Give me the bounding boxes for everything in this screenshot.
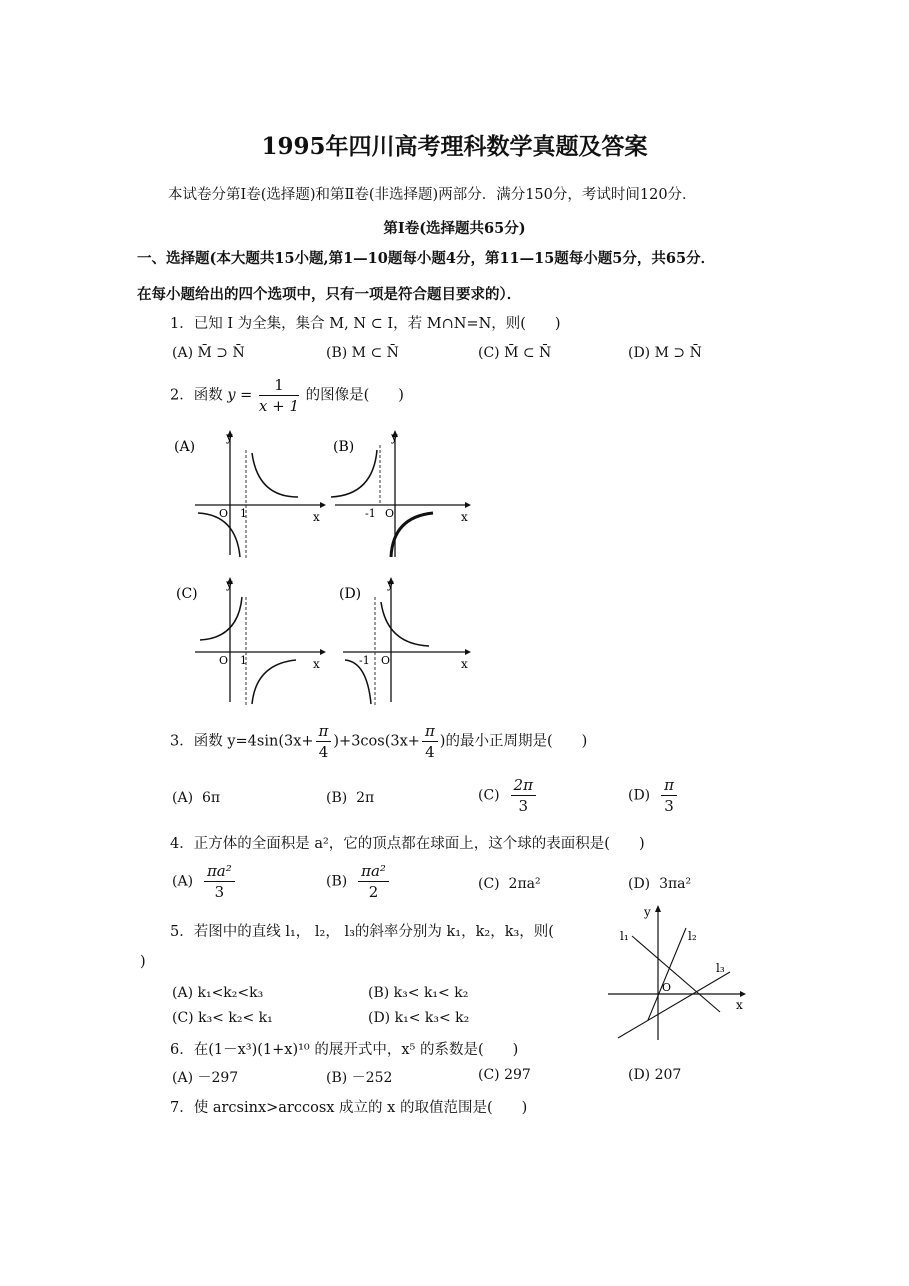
graph-b-curve-lower (391, 513, 433, 557)
graph-d-x-label: x (461, 657, 468, 671)
question-4-option-a-num (204, 862, 235, 882)
q5-x-arrow (740, 991, 746, 997)
graph-c-origin: O (219, 654, 229, 667)
question-6-option-d: (D) 207 (628, 1067, 682, 1083)
graph-b-label: (B) (333, 439, 355, 455)
question-3-option-c-num (511, 776, 536, 796)
q5-line-l3 (618, 972, 730, 1038)
question-5-text-wrap: ) (140, 954, 146, 970)
graph-d-origin: O (381, 654, 391, 667)
question-6-option-b: (B) －252 (326, 1070, 393, 1086)
graph-b (325, 425, 485, 563)
question-4-option-b-num (358, 862, 389, 882)
q5-y-label: y (644, 905, 651, 919)
graph-c-tick: 1 (240, 654, 247, 667)
question-3-option-c-label: (C) (478, 787, 500, 804)
graph-a-label: (A) (174, 439, 196, 455)
question-3-option-a (172, 790, 220, 806)
page-title: 1995年四川高考理科数学真题及答案 (261, 133, 648, 160)
question-3-fraction-2-den: 4 (425, 743, 435, 761)
question-6-text: 6．在(1－x³)(1+x)¹⁰ 的展开式中，x⁵ 的系数是( ) (170, 1042, 519, 1058)
question-3-fraction-2-num (422, 722, 438, 742)
graph-c-curve-lower (252, 660, 296, 704)
question-4-text: 4．正方体的全面积是 a²，它的顶点都在球面上，这个球的表面积是( ) (170, 836, 645, 852)
question-4-option-b-num-text: πa² (361, 862, 386, 880)
question-3-suffix: )的最小正周期是( ) (439, 733, 588, 750)
question-3-option-d-label: (D) (628, 787, 651, 804)
question-3-fraction-1 (316, 722, 332, 761)
graph-d-label: (D) (339, 586, 362, 602)
question-3-option-d-den: 3 (664, 797, 674, 815)
question-4-option-b (326, 862, 391, 901)
question-4-option-a-den: 3 (214, 883, 225, 901)
question-1-text: 1．已知 I 为全集，集合 M, N ⊂ I，若 M∩N=N，则( ) (170, 316, 561, 332)
question-5-option-a: (A) k₁<k₂<k₃ (172, 985, 264, 1001)
question-4-option-b-den: 2 (368, 883, 379, 901)
question-4-option-a-fraction (204, 862, 235, 901)
question-2-suffix: 的图像是( ) (305, 387, 404, 404)
graph-b-y-label: y (391, 430, 398, 444)
question-3-option-c (478, 776, 538, 815)
exam-intro: 本试卷分第Ⅰ卷(选择题)和第Ⅱ卷(非选择题)两部分．满分150分，考试时间120分． (168, 187, 697, 203)
part-one-heading: 第Ⅰ卷(选择题共65分) (383, 220, 526, 237)
question-4-option-c-label: (C) (478, 876, 500, 892)
question-4-option-d-value: 3πa² (659, 876, 692, 892)
question-5-text: 5．若图中的直线 l₁， l₂， l₃的斜率分别为 k₁，k₂，k₃，则( (170, 924, 554, 940)
question-1-option-c: (C) M̄ ⊂ N̄ (478, 345, 552, 361)
question-2-prefix: 2．函数 (170, 387, 223, 404)
graph-d-x-arrow (465, 649, 471, 655)
question-3-option-d-num (661, 776, 677, 796)
q5-line-l1 (632, 936, 720, 1012)
graph-a-tick: 1 (240, 507, 247, 520)
graph-b-curve-upper (331, 450, 377, 497)
question-3-text (170, 722, 587, 761)
graph-c-y-label: y (226, 577, 233, 591)
question-4-option-d-label: (D) (628, 876, 651, 892)
graph-a-origin: O (219, 507, 229, 520)
question-2-fraction (259, 376, 299, 415)
q5-label-l1: l₁ (620, 929, 629, 943)
question-4-option-d (628, 876, 691, 892)
graph-d-curve-upper (381, 602, 429, 646)
question-3-fraction-1-den: 4 (318, 743, 329, 761)
question-1-option-b: (B) M ⊂ N̄ (326, 345, 399, 361)
question-6-option-a: (A) －297 (172, 1070, 239, 1086)
question-3-option-b-label: (B) (326, 790, 348, 806)
question-3-option-a-value: 6π (201, 790, 221, 806)
question-3-option-d-num-text: π (664, 776, 674, 794)
question-4-option-a-label: (A) (172, 873, 194, 890)
q5-y-arrow (655, 905, 661, 912)
graph-a-x-label: x (313, 510, 320, 524)
question-3-mid: )+3cos(3x+ (333, 733, 420, 750)
section-heading-line1: 一、选择题(本大题共15小题,第1—10题每小题4分，第11—15题每小题5分，共65分． (137, 250, 716, 267)
question-4-option-c-value: 2πa² (508, 876, 541, 892)
question-3-pi-2: π (424, 722, 435, 740)
question-3-option-b (326, 790, 374, 806)
graph-a (170, 425, 330, 563)
question-7-text: 7．使 arcsinx>arccosx 成立的 x 的取值范围是( ) (170, 1100, 528, 1116)
question-4-option-a-num-text: πa² (206, 862, 232, 880)
question-5-option-d: (D) k₁< k₃< k₂ (368, 1010, 470, 1026)
question-1-option-a: (A) M̄ ⊃ N̄ (172, 345, 245, 361)
question-2-denominator-text: x + 1 (258, 397, 300, 415)
question-2-text (170, 376, 404, 415)
q5-label-l2: l₂ (688, 929, 697, 943)
graph-c (170, 572, 330, 710)
graph-b-origin: O (385, 507, 395, 520)
graph-b-x-arrow (465, 502, 471, 508)
question-3-option-c-fraction (511, 776, 536, 815)
graph-b-x-label: x (461, 510, 468, 524)
question-3-option-a-label: (A) (172, 790, 194, 806)
graph-c-label: (C) (176, 586, 198, 602)
graph-c-x-label: x (313, 657, 320, 671)
q5-origin: O (662, 981, 672, 994)
graph-a-curve-upper (252, 453, 298, 497)
question-1-option-d: (D) M ⊃ N̄ (628, 345, 702, 361)
graph-c-curve-upper (200, 597, 242, 640)
question-3-fraction-1-num (316, 722, 332, 742)
question-3-option-c-den: 3 (518, 797, 529, 815)
graph-a-y-label: y (226, 430, 233, 444)
question-2-denominator (259, 396, 299, 415)
q5-x-label: x (736, 998, 743, 1012)
question-5-option-c: (C) k₃< k₂< k₁ (172, 1010, 273, 1026)
graph-b-tick: -1 (365, 507, 376, 520)
question-3-fraction-2 (422, 722, 438, 761)
question-4-option-a (172, 862, 237, 901)
question-3-option-b-value: 2π (356, 790, 375, 806)
question-3-pi-1: π (318, 722, 329, 740)
question-5-figure (600, 900, 760, 1045)
question-2-lhs: y = (227, 387, 253, 404)
question-5-option-b: (B) k₃< k₁< k₂ (368, 985, 469, 1001)
q5-label-l3: l₃ (716, 961, 725, 975)
graph-d-y-label: y (387, 577, 394, 591)
section-heading-line2: 在每小题给出的四个选项中，只有一项是符合题目要求的）． (137, 286, 522, 303)
question-4-option-c (478, 876, 541, 892)
question-3-option-d (628, 776, 679, 815)
question-3-prefix: 3．函数 y=4sin(3x+ (170, 733, 314, 750)
q5-line-l2 (648, 928, 686, 1020)
graph-d (325, 572, 485, 710)
question-3-option-d-fraction (661, 776, 677, 815)
question-3-option-c-num-text: 2π (513, 776, 533, 794)
question-6-option-c: (C) 297 (478, 1067, 531, 1083)
question-4-option-b-fraction (358, 862, 389, 901)
question-2-numerator: 1 (259, 376, 299, 396)
graph-d-tick: -1 (359, 654, 370, 667)
question-4-option-b-label: (B) (326, 873, 348, 890)
